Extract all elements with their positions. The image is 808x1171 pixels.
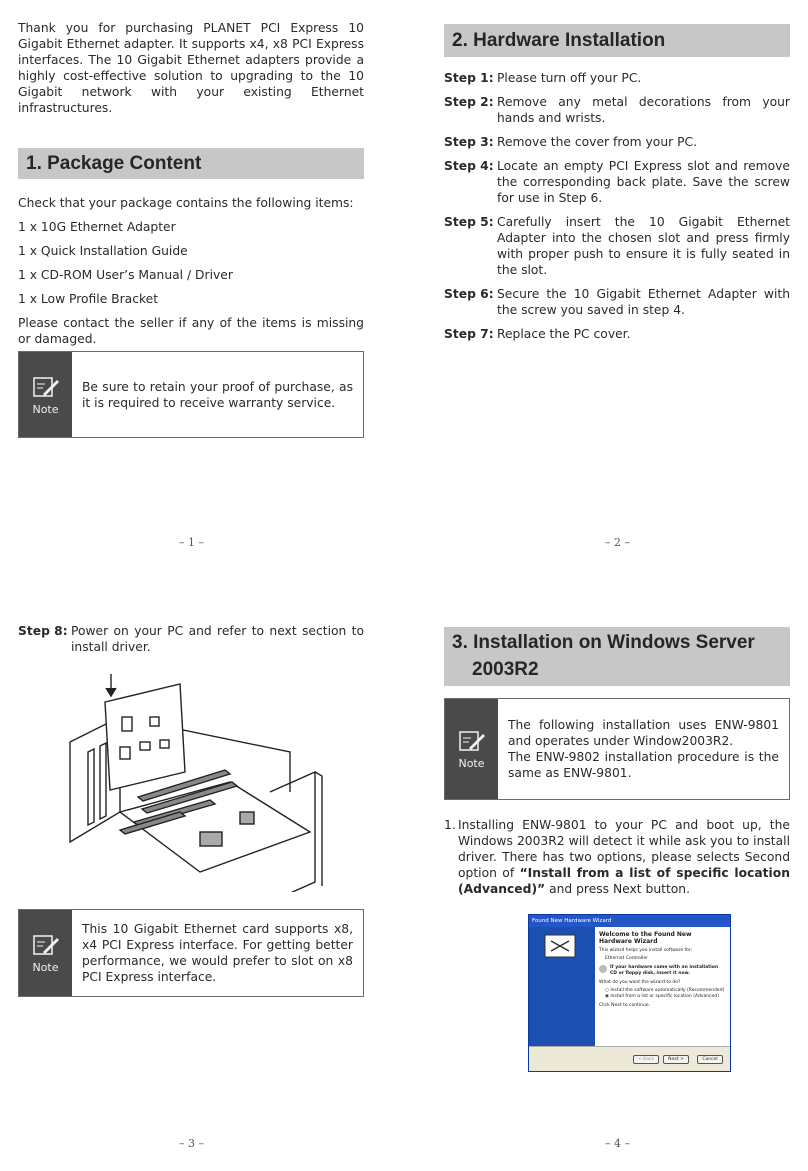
- note-text: Be sure to retain your proof of purchase, as it is required to receive warranty service.: [82, 379, 353, 410]
- wizard-question: What do you want the wizard to do?: [599, 980, 681, 985]
- wizard-sidebar: [529, 927, 595, 1047]
- package-content-heading: 1. Package Content: [18, 148, 364, 179]
- step-text: Power on your PC and refer to next section to install driver.: [71, 624, 364, 654]
- step-text: Replace the PC cover.: [497, 327, 631, 341]
- hardware-icon: [529, 927, 595, 987]
- check-text: Check that your package contains the following items:: [18, 196, 354, 210]
- step-text: Secure the 10 Gigabit Ethernet Adapter with the screw you saved in step 4.: [497, 287, 790, 317]
- note-sidebar: [19, 352, 72, 437]
- next-button[interactable]: Next >: [663, 1055, 689, 1064]
- pc-install-illustration: [60, 672, 330, 892]
- step-label: Step 5:: [444, 215, 494, 229]
- step-label: Step 2:: [444, 95, 494, 109]
- found-hardware-wizard-window: [528, 914, 731, 1072]
- page-number: – 3 –: [179, 1137, 204, 1150]
- step-8: [18, 623, 364, 655]
- step-label: Step 8:: [18, 624, 68, 638]
- step-text: Remove any metal decorations from your hands and wrists.: [497, 95, 790, 125]
- step-label: Step 3:: [444, 135, 494, 149]
- list-item: 1 x 10G Ethernet Adapter: [18, 220, 176, 234]
- note-sidebar: [445, 699, 498, 799]
- note-text: [498, 699, 789, 799]
- note-label: Note: [458, 757, 485, 770]
- note-text-2: The ENW-9802 installation procedure is the same as ENW-9801.: [508, 750, 779, 780]
- wizard-option-1-label: Install the software automatically (Recommended): [610, 988, 725, 993]
- note-pen-icon: [457, 728, 487, 754]
- note-text: This 10 Gigabit Ethernet card supports x8, x4 PCI Express interface. For getting better performance, we would prefer to slot on x8 PCI Express interface.: [82, 922, 353, 984]
- step-label: Step 6:: [444, 287, 494, 301]
- page-number: – 1 –: [179, 536, 204, 549]
- contact-text: Please contact the seller if any of the items is missing or damaged.: [18, 316, 364, 346]
- wizard-option-1[interactable]: ○ Install the software automatically (Recommended): [605, 988, 725, 993]
- note-box: [18, 909, 364, 997]
- wizard-helps: This wizard helps you install software for:: [599, 948, 693, 953]
- cancel-button[interactable]: Cancel: [697, 1055, 723, 1064]
- step-8-block: [18, 623, 364, 663]
- step-3: [444, 134, 790, 150]
- wizard-continue: Click Next to continue.: [599, 1003, 651, 1008]
- page-1: [18, 20, 364, 116]
- wizard-body: [595, 927, 730, 1047]
- windows-install-heading: [444, 627, 790, 686]
- item-text: [458, 817, 790, 897]
- note-sidebar: [19, 910, 72, 996]
- note-box: [18, 351, 364, 438]
- list-item: 1 x Quick Installation Guide: [18, 244, 188, 258]
- item-body: Installing ENW-9801 to your PC and boot up, the Windows 2003R2 will detect it while ask you to install driver. There has two options, please selects Second option of: [458, 818, 790, 880]
- package-list: [18, 195, 364, 347]
- step-text: Remove the cover from your PC.: [497, 135, 697, 149]
- item-bold: “Install from a list of specific location (Advanced)”: [458, 866, 790, 896]
- note-text-1: The following installation uses ENW-9801 and operates under Window2003R2.: [508, 718, 779, 748]
- step-5: [444, 214, 790, 278]
- note-pen-icon: [31, 374, 61, 400]
- step-1: [444, 70, 790, 86]
- hardware-steps: [444, 70, 790, 350]
- heading-line-2: 2003R2: [472, 659, 539, 680]
- note-box: [444, 698, 790, 800]
- page-number: – 2 –: [605, 536, 630, 549]
- list-item: 1 x Low Profile Bracket: [18, 292, 159, 306]
- wizard-cd-row: [599, 965, 726, 977]
- wizard-cd-hint: If your hardware came with an installation CD or floppy disk, insert it now.: [610, 965, 719, 976]
- wizard-option-2-label: Install from a list or specific location (Advanced): [610, 994, 719, 999]
- step-label: Step 4:: [444, 159, 494, 173]
- step-label: Step 1:: [444, 71, 494, 85]
- heading-line-1: 3. Installation on Windows Server: [452, 632, 755, 653]
- cd-icon: [599, 965, 607, 973]
- wizard-device: Ethernet Controller: [605, 956, 648, 961]
- intro-paragraph: Thank you for purchasing PLANET PCI Express 10 Gigabit Ethernet adapter. It supports x4, x8 PCI Express interfaces. The 10 Gigabit Ethernet adapters provide a highly cost-effective solution to upgrading to the 10 Gigabit network with your existing Ethernet infrastructures.: [18, 21, 364, 115]
- wizard-option-2[interactable]: ◉ Install from a list or specific location (Advanced): [605, 994, 719, 999]
- install-item-1: [444, 817, 790, 897]
- step-4: [444, 158, 790, 206]
- step-text: Please turn off your PC.: [497, 71, 642, 85]
- wizard-titlebar: Found New Hardware Wizard: [529, 915, 730, 927]
- wizard-button-bar: [529, 1046, 730, 1071]
- page-number: – 4 –: [605, 1137, 630, 1150]
- item-number: 1.: [444, 818, 456, 832]
- step-label: Step 7:: [444, 327, 494, 341]
- step-2: [444, 94, 790, 126]
- step-7: [444, 326, 790, 342]
- step-text: Carefully insert the 10 Gigabit Ethernet Adapter into the chosen slot and press firmly with proper push to ensure it is fully seated in the slot.: [497, 215, 790, 277]
- step-6: [444, 286, 790, 318]
- note-label: Note: [32, 961, 59, 974]
- note-pen-icon: [31, 932, 61, 958]
- back-button[interactable]: < Back: [633, 1055, 659, 1064]
- note-label: Note: [32, 402, 59, 416]
- list-item: 1 x CD-ROM User’s Manual / Driver: [18, 268, 233, 282]
- wizard-welcome: Welcome to the Found New Hardware Wizard: [599, 931, 692, 945]
- step-text: Locate an empty PCI Express slot and remove the corresponding back plate. Save the screw for use in Step 6.: [497, 159, 790, 205]
- hardware-installation-heading: 2. Hardware Installation: [444, 24, 790, 57]
- item-tail: and press Next button.: [545, 882, 691, 896]
